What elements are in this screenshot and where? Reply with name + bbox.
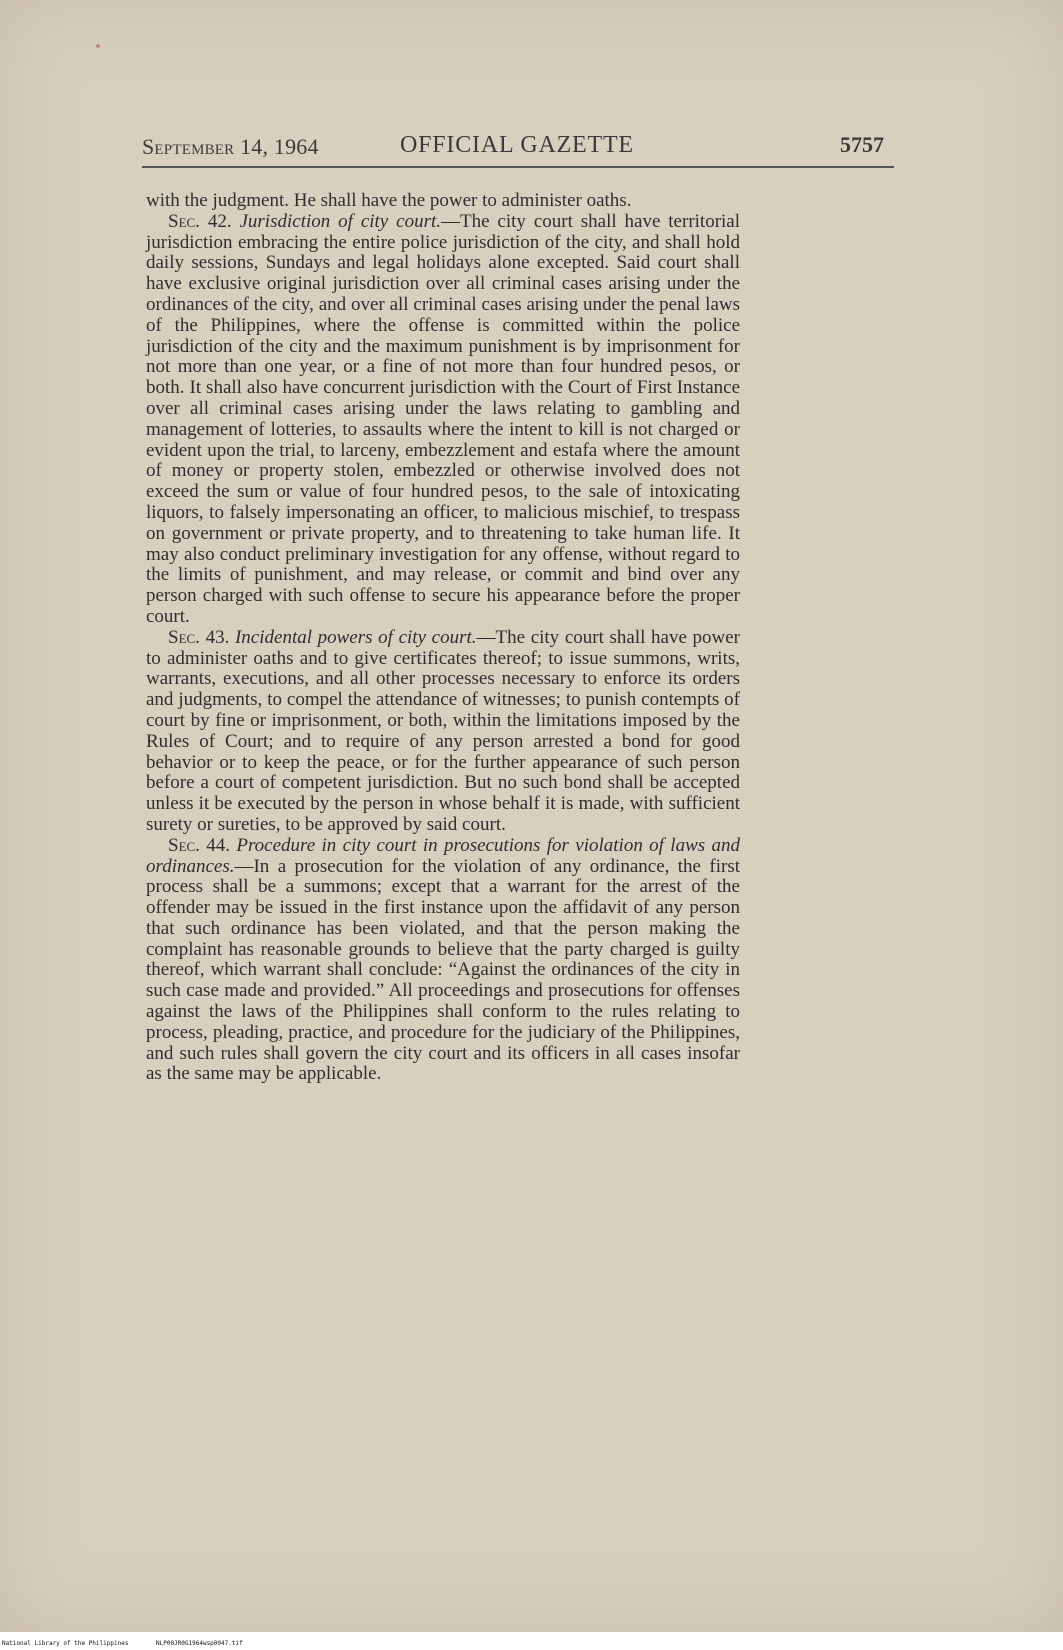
body-text [146, 191, 740, 1085]
footer-filename: NLP00JR0G1964wsp0047.tif [156, 1640, 243, 1647]
running-header [142, 134, 892, 164]
page-number: 5757 [840, 132, 884, 157]
section-44 [146, 836, 740, 1086]
section-43-text: —The city court shall have power to administer oaths and to give certificates thereof; to issue summons, writs, warrants, executions, and all other processes necessary to enforce its orders and judgments, to compel the attendance of witnesses; to punish contempts of court by fine or imprisonment, or both, within the limitations imposed by the Rules of Court; and to require of any person arrested a bond for good behavior or to keep the peace, or for the further appearance of such person before a court of competent jurisdiction. But no such bond shall be accepted unless it be executed by the person in whose behalf it is made, with sufficient surety or sureties, to be approved by said court. [146, 626, 741, 835]
section-43-label: Sec. [168, 626, 200, 648]
section-43-number: 43. [199, 626, 235, 648]
header-date-day-year: 14, 1964 [234, 134, 319, 159]
section-43-heading: Incidental powers of city court. [234, 626, 477, 648]
header-rule [142, 166, 894, 168]
header-title: OFFICIAL GAZETTE [400, 132, 634, 158]
paper-speck [96, 44, 100, 48]
section-42-number: 42. [199, 210, 240, 232]
section-44-number: 44. [199, 834, 237, 856]
section-42 [146, 212, 740, 628]
header-date-month: September [142, 134, 235, 159]
section-42-text: —The city court shall have territorial jurisdiction embracing the entire police jurisdiction of the city, and shall hold daily sessions, Sundays and legal holidays alone excepted. Said court shall have exclusive original jurisdiction over all criminal cases arising under the ordinances of the city, and over all criminal cases arising under the penal laws of the Philippines, where the offense is committed within the police jurisdiction of the city and the maximum punishment is by imprisonment for not more than one year, or a fine of not more than four hundred pesos, or both. It shall also have concurrent jurisdiction with the Court of First Instance over all criminal cases arising under the laws relating to gambling and management of lotteries, to assaults where the intent to kill is not charged or evident upon the trial, to larceny, embezzlement and estafa where the amount of money or property stolen, embezzled or otherwise involved does not exceed the sum or value of four hundred pesos, to the sale of intoxicating liquors, to falsely impersonating an officer, to malicious mischief, to trespass on government or private property, and to threatening to take human life. It may also conduct preliminary investigation for any offense, without regard to the limits of punishment, and may release, or commit and bind over any person charged with such offense to secure his appearance before the proper court. [146, 210, 741, 627]
paragraph-continuation: with the judgment. He shall have the power to administer oaths. [146, 190, 632, 211]
section-42-label: Sec. [168, 210, 200, 232]
section-42-heading: Jurisdiction of city court. [239, 210, 441, 232]
footer-library: National Library of the Philippines [2, 1640, 129, 1647]
scan-footer [0, 1636, 1063, 1650]
section-44-heading: Procedure in city court in prosecutions for violation of laws and ordinances. [146, 834, 740, 877]
section-43 [146, 628, 740, 836]
section-44-text: —In a prosecution for the violation of any ordinance, the first process shall be a summons; except that a warrant for the arrest of the offender may be issued in the first instance upon the affidavit of any person that such ordinance has been violated, and that the person making the complaint has reasonable grounds to believe that the party charged is guilty thereof, which warrant shall conclude: “Against the ordinances of the city in such case made and provided.” All proceedings and prosecutions for offenses against the laws of the Philippines shall conform to the rules relating to process, pleading, practice, and procedure for the judiciary of the Philippines, and such rules shall govern the city court and its officers in all cases insofar as the same may be applicable. [146, 855, 740, 1085]
section-44-label: Sec. [168, 834, 200, 856]
header-date [142, 134, 319, 160]
